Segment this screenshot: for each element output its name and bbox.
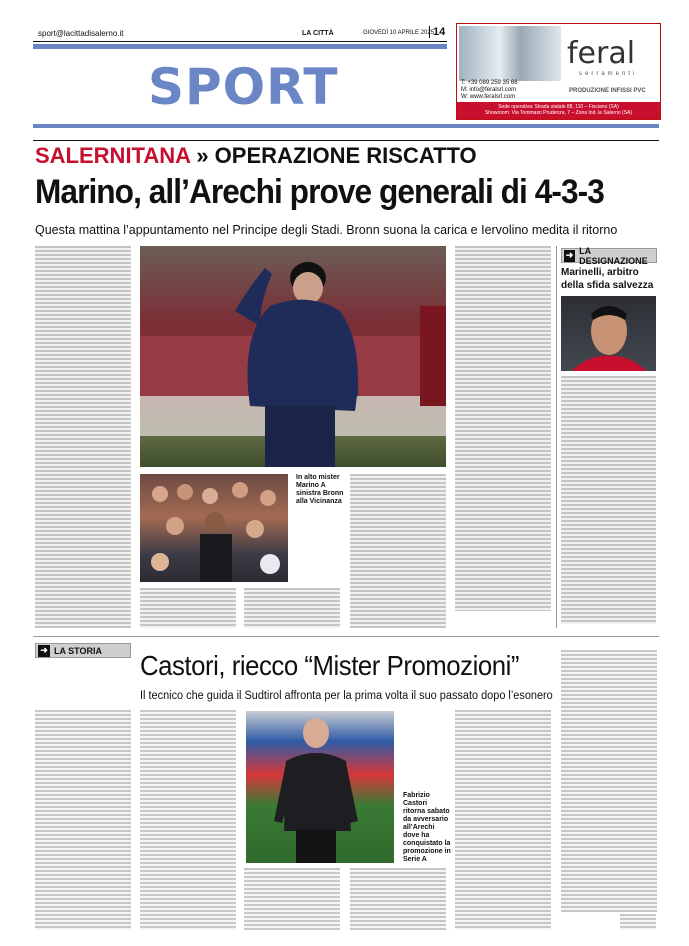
kicker-team: SALERNITANA bbox=[35, 143, 191, 168]
ad-address-1: Sede operativa: Strada statale 88, 110 – Fisciano (SA) bbox=[498, 104, 619, 110]
header-date: GIOVEDÌ 10 APRILE 2025 bbox=[363, 30, 435, 36]
story-column bbox=[561, 650, 657, 912]
referee-figure bbox=[561, 296, 656, 371]
story-photo-caption: Fabrizio Castori ritorna sabato da avversario all’Arechi dove ha conquistato la promozione in Serie A bbox=[403, 792, 451, 863]
ad-brand-sub: serramenti bbox=[579, 71, 638, 77]
castori-figure bbox=[246, 711, 394, 863]
story-headline: Castori, riecco “Mister Promozioni” bbox=[140, 650, 519, 681]
article-column bbox=[35, 246, 131, 628]
ad-window-photo bbox=[459, 26, 561, 81]
story-tag-label: LA STORIA bbox=[54, 645, 103, 656]
article-column bbox=[140, 588, 236, 628]
bronn-photo bbox=[140, 474, 288, 582]
marinelli-photo bbox=[561, 296, 656, 371]
page-number: 14 bbox=[429, 26, 445, 38]
section-title: SPORT bbox=[148, 58, 339, 116]
sidebar-title: Marinelli, arbitro della sfida salvezza bbox=[561, 267, 654, 291]
sidebar-text bbox=[561, 376, 656, 624]
castori-photo bbox=[246, 711, 394, 863]
ad-address-box bbox=[457, 102, 660, 119]
arrow-right-icon: ➜ bbox=[38, 645, 50, 657]
ad-phone: T: +39 089 259 35 66 bbox=[461, 80, 518, 86]
header-rule bbox=[33, 41, 447, 42]
header-email: sport@lacittadisalerno.it bbox=[38, 29, 124, 38]
header-paper: LA CITTÀ bbox=[302, 30, 334, 37]
kicker-rest: » OPERAZIONE RISCATTO bbox=[190, 143, 477, 168]
story-tag bbox=[35, 643, 131, 658]
story-column bbox=[35, 710, 131, 930]
story-column bbox=[455, 710, 551, 930]
article-column bbox=[244, 588, 340, 628]
story-column bbox=[140, 710, 236, 930]
crowd-figures bbox=[140, 474, 288, 582]
story-column bbox=[244, 868, 340, 930]
kicker bbox=[35, 143, 477, 169]
sidebar-tag bbox=[561, 245, 657, 266]
sidebar-tag-label: LA DESIGNAZIONE bbox=[579, 245, 648, 266]
story-column bbox=[350, 868, 446, 930]
marino-figure bbox=[140, 246, 446, 467]
main-photo-caption: In alto mister Marino A sinistra Bronn alla Vicinanza bbox=[296, 474, 344, 505]
sidebar-divider bbox=[556, 246, 557, 628]
ad-product: PRODUZIONE INFISSI PVC bbox=[569, 88, 646, 94]
header-bottom-bar bbox=[33, 124, 659, 128]
main-subhead: Questa mattina l’appuntamento nel Principe degli Stadi. Bronn suona la carica e Iervolino medita il ritorno bbox=[35, 223, 618, 237]
article-column bbox=[350, 474, 446, 628]
story-column-end bbox=[620, 914, 656, 930]
ad-mail: M: info@feralsrl.com bbox=[461, 87, 517, 93]
ad-brand: feral bbox=[567, 36, 636, 71]
ad-address-2: Showroom: Via Tommaso Prudenza, 7 – Zona Ind. le Salerno (SA) bbox=[484, 110, 633, 116]
header-bottom-rule bbox=[33, 140, 659, 141]
header-blue-bar bbox=[33, 44, 447, 49]
marino-photo bbox=[140, 246, 446, 467]
section-divider bbox=[33, 636, 659, 637]
feral-advert[interactable] bbox=[456, 23, 661, 120]
arrow-right-icon: ➜ bbox=[565, 250, 574, 260]
article-column bbox=[455, 246, 551, 611]
story-subhead: Il tecnico che guida il Sudtirol affronta per la prima volta il suo passato dopo l’esonero bbox=[140, 690, 553, 702]
main-headline: Marino, all’Arechi prove generali di 4-3-3 bbox=[35, 173, 604, 211]
ad-web: W: www.feralsrl.com bbox=[461, 94, 516, 100]
